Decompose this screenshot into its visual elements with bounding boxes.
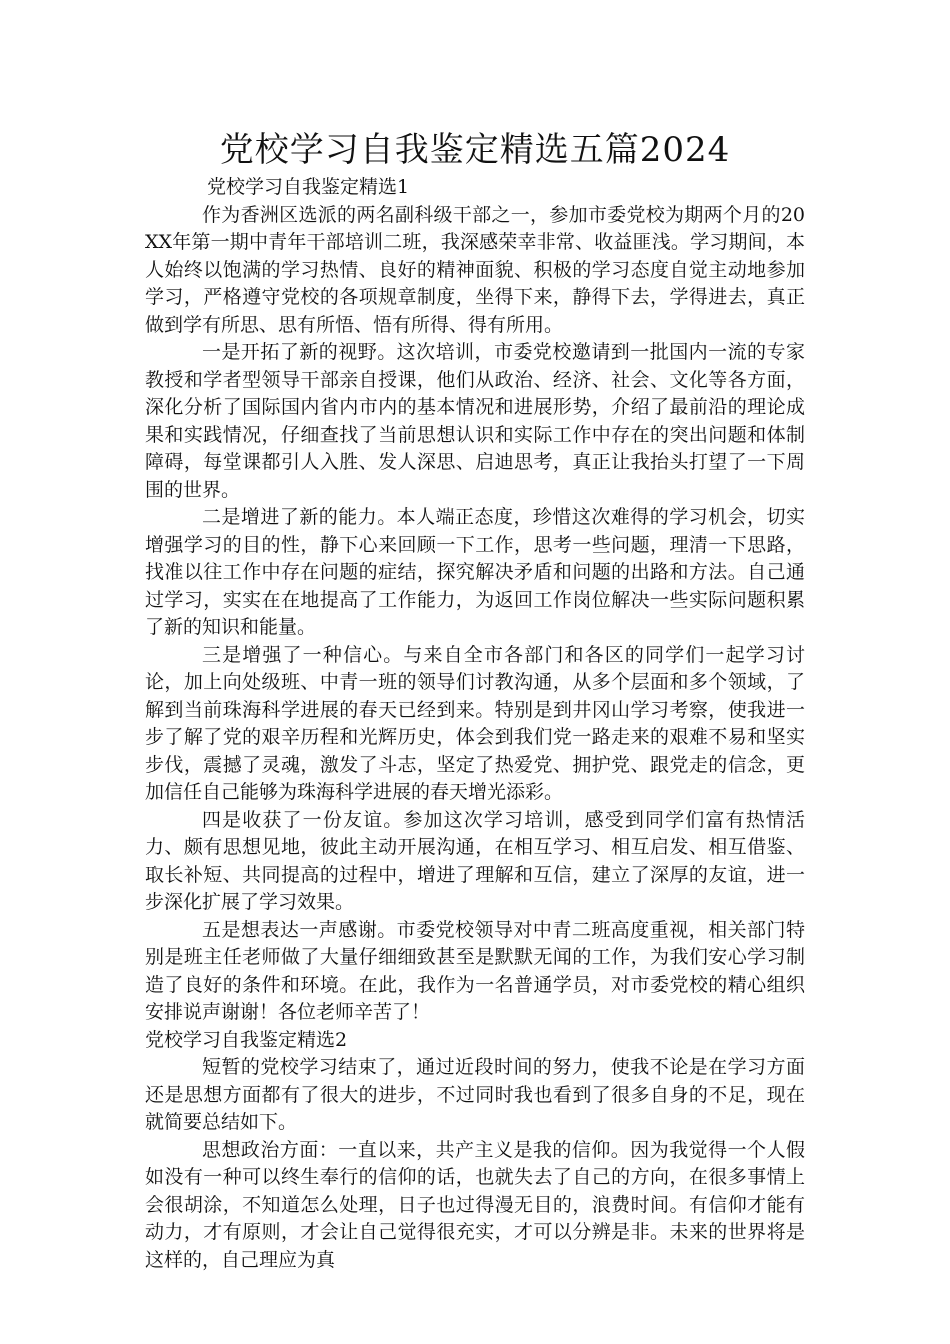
paragraph: 作为香洲区选派的两名副科级干部之一，参加市委党校为期两个月的20XX年第一期中青年干部培训二班，我深感荣幸非常、收益匪浅。学习期间，本人始终以饱满的学习热情、良好的精神面貌、积极的学习态度自觉主动地参加学习，严格遵守党校的各项规章制度，坐得下来，静得下去，学得进去，真正做到学有所思、思有所悟、悟有所得、得有所用。 xyxy=(145,203,805,336)
section-1-heading: 党校学习自我鉴定精选1 xyxy=(207,176,410,198)
paragraph: 四是收获了一份友谊。参加这次学习培训，感受到同学们富有热情活力、颇有思想见地，彼此主动开展沟通，在相互学习、相互启发、相互借鉴、取长补短、共同提高的过程中，增进了理解和互信，建立了深厚的友谊，进一步深化扩展了学习效果。 xyxy=(145,808,805,913)
paragraph: 三是增强了一种信心。与来自全市各部门和各区的同学们一起学习讨论，加上向处级班、中青一班的领导们讨教沟通，从多个层面和多个领域，了解到当前珠海科学进展的春天已经到来。特别是到井冈山学习考察，使我进一步了解了党的艰辛历程和光辉历史，体会到我们党一路走来的艰难不易和坚实步伐，震撼了灵魂，激发了斗志，坚定了热爱党、拥护党、跟党走的信念，更加信任自己能够为珠海科学进展的春天增光添彩。 xyxy=(145,643,805,803)
paragraph: 一是开拓了新的视野。这次培训，市委党校邀请到一批国内一流的专家教授和学者型领导干部亲自授课，他们从政治、经济、社会、文化等各方面，深化分析了国际国内省内市内的基本情况和进展形势，介绍了最前沿的理论成果和实践情况，仔细查找了当前思想认识和实际工作中存在的突出问题和体制障碍，每堂课都引人入胜、发人深思、启迪思考，真正让我抬头打望了一下周围的世界。 xyxy=(145,341,805,501)
document-page xyxy=(145,128,805,1274)
paragraph: 思想政治方面：一直以来，共产主义是我的信仰。因为我觉得一个人假如没有一种可以终生奉行的信仰的话，也就失去了自己的方向，在很多事情上会很胡涂，不知道怎么处理，日子也过得漫无目的，浪费时间。有信仰才能有动力，才有原则，才会让自己觉得很充实，才可以分辨是非。未来的世界将是这样的，自己理应为真 xyxy=(145,1138,805,1271)
section-2 xyxy=(145,1027,805,1275)
document-title: 党校学习自我鉴定精选五篇2024 xyxy=(219,130,731,170)
paragraph: 二是增进了新的能力。本人端正态度，珍惜这次难得的学习机会，切实增强学习的目的性，静下心来回顾一下工作，思考一些问题，理清一下思路，找准以往工作中存在问题的症结，探究解决矛盾和问题的出路和方法。自己通过学习，实实在在地提高了工作能力，为返回工作岗位解决一些实际问题积累了新的知识和能量。 xyxy=(145,506,805,638)
paragraph: 五是想表达一声感谢。市委党校领导对中青二班高度重视，相关部门特别是班主任老师做了大量仔细细致甚至是默默无闻的工作，为我们安心学习制造了良好的条件和环境。在此，我作为一名普通学员，对市委党校的精心组织安排说声谢谢！各位老师辛苦了！ xyxy=(145,918,805,1023)
section-1 xyxy=(145,174,805,1027)
section-2-heading: 党校学习自我鉴定精选2 xyxy=(145,1028,348,1051)
paragraph: 短暂的党校学习结束了，通过近段时间的努力，使我不论是在学习方面还是思想方面都有了很大的进步，不过同时我也看到了很多自身的不足，现在就简要总结如下。 xyxy=(145,1056,805,1133)
